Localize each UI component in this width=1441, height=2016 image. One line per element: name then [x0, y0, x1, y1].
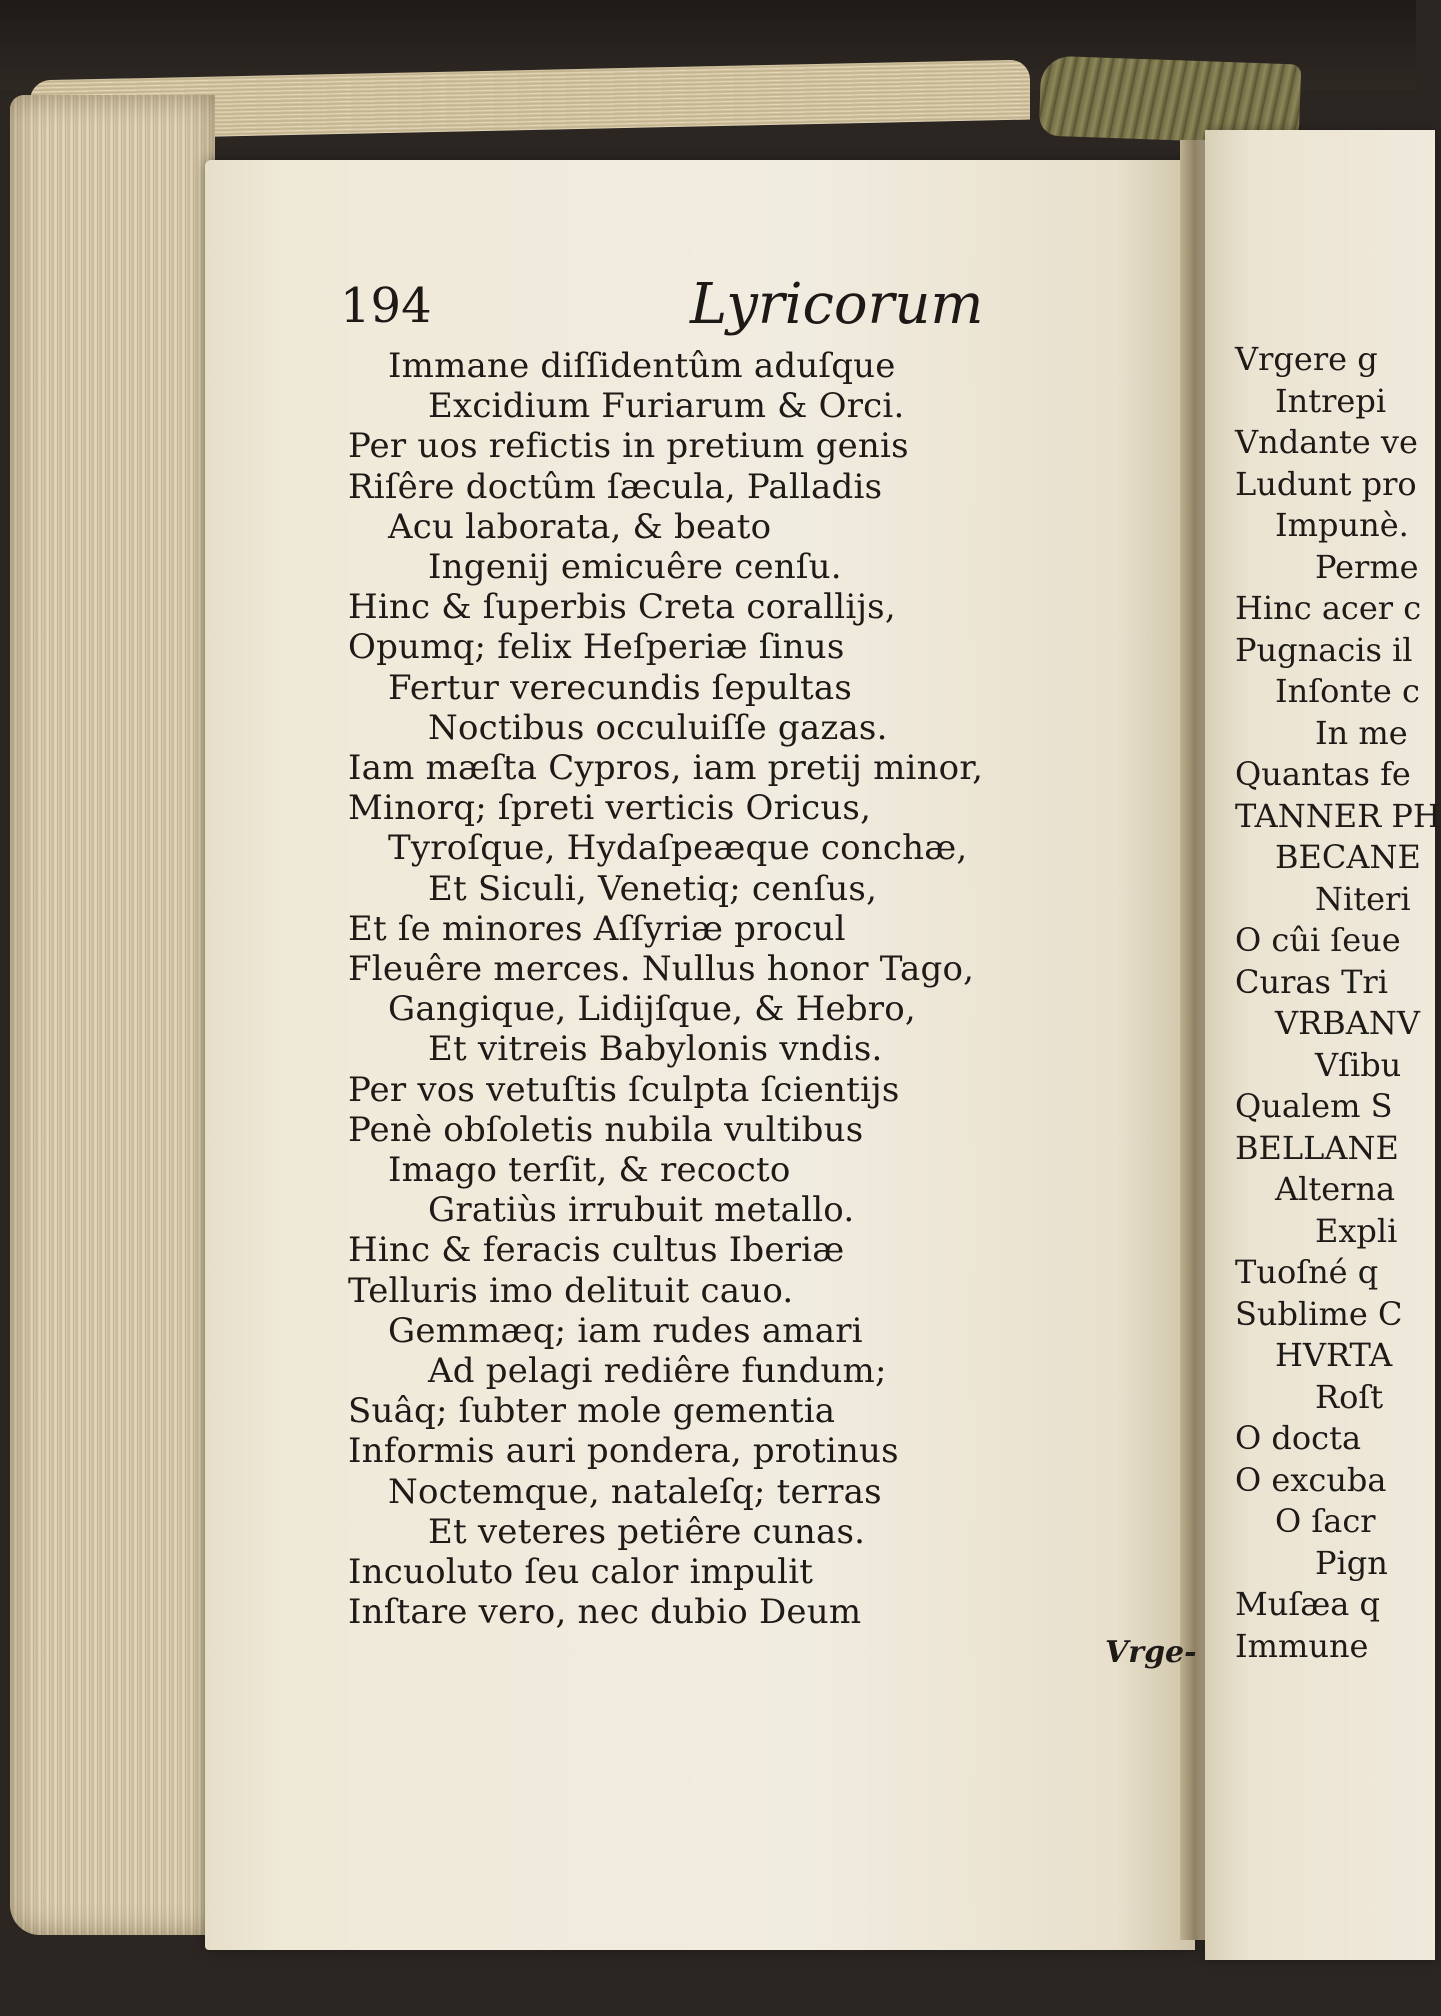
- text-line: Pugnacis il: [1235, 630, 1413, 669]
- text-line: Tyroſque, Hydaſpeæque conchæ,: [388, 828, 968, 869]
- text-line: Niteri: [1315, 879, 1411, 918]
- text-line: Telluris imo delituit cauo.: [348, 1270, 794, 1311]
- text-line: VRBANV: [1275, 1004, 1420, 1042]
- text-line: Qualem S: [1235, 1087, 1393, 1125]
- text-line: Per vos vetuſtis ſculpta ſcientijs: [348, 1069, 900, 1110]
- text-line: O docta: [1235, 1419, 1362, 1457]
- text-line: O cûi ſeue: [1235, 921, 1401, 959]
- text-line: Pign: [1315, 1543, 1388, 1582]
- text-line: Vndante ve: [1235, 423, 1418, 461]
- text-line: Tuoſné q: [1235, 1253, 1379, 1291]
- text-line: Et ſe minores Aſſyriæ procul: [348, 908, 846, 949]
- text-line: Et vitreis Babylonis vndis.: [428, 1029, 883, 1070]
- text-line: Fertur verecundis ſepultas: [388, 667, 852, 708]
- text-line: Gangique, Lidijſque, & Hebro,: [388, 989, 916, 1030]
- text-line: Hinc & ſuperbis Creta corallijs,: [348, 587, 896, 628]
- text-line: Penè obſoletis nubila vultibus: [348, 1109, 864, 1150]
- text-line: Immune: [1235, 1626, 1369, 1665]
- text-line: Et Siculi, Venetiq; cenſus,: [428, 868, 878, 909]
- text-line: Suâq; ſubter mole gementia: [348, 1391, 836, 1432]
- text-line: Imago terſit, & recocto: [388, 1150, 791, 1190]
- text-line: In me: [1315, 713, 1408, 752]
- text-line: Ludunt pro: [1235, 464, 1417, 503]
- text-line: Minorq; ſpreti verticis Oricus,: [348, 788, 872, 829]
- text-line: Hinc acer c: [1235, 589, 1422, 627]
- page-block-left-edge: [10, 95, 215, 1935]
- text-line: O excuba: [1235, 1460, 1387, 1499]
- text-line: Fleuêre merces. Nullus honor Tago,: [348, 949, 975, 989]
- text-line: Gemmæq; iam rudes amari: [388, 1310, 863, 1351]
- text-line: Vrgere g: [1235, 340, 1378, 378]
- text-line: Excidium Furiarum & Orci.: [428, 386, 905, 427]
- text-line: Muſæa q: [1235, 1585, 1381, 1623]
- text-line: Perme: [1315, 547, 1419, 586]
- text-line: Iam mæſta Cypros, iam pretij minor,: [348, 748, 984, 788]
- text-line: Noctemque, nataleſq; terras: [388, 1471, 882, 1512]
- text-line: Per uos refictis in pretium genis: [348, 426, 909, 467]
- text-line: Vſibu: [1315, 1045, 1402, 1084]
- text-line: Gratiùs irrubuit metallo.: [428, 1190, 855, 1231]
- text-line: Quantas fe: [1235, 755, 1411, 793]
- text-line: Noctibus occuluiſſe gazas.: [428, 707, 888, 748]
- text-line: O ſacr: [1275, 1502, 1376, 1540]
- text-line: Riſêre doctûm ſæcula, Palladis: [348, 466, 883, 507]
- text-line: Inſonte c: [1275, 672, 1420, 710]
- text-line: Intrepi: [1275, 381, 1387, 420]
- text-line: Ingenij emicuêre cenſu.: [428, 547, 842, 587]
- text-line: Informis auri pondera, protinus: [348, 1431, 899, 1472]
- text-line: Alterna: [1275, 1170, 1396, 1208]
- text-line: Hinc & feracis cultus Iberiæ: [348, 1230, 845, 1271]
- text-line: Curas Tri: [1235, 962, 1388, 1001]
- text-line: Sublime C: [1235, 1294, 1403, 1333]
- page-number: 194: [340, 278, 432, 334]
- text-line: Expli: [1315, 1211, 1398, 1250]
- text-line: Immane diſſidentûm aduſque: [388, 346, 896, 386]
- text-line: Impunè.: [1275, 506, 1409, 544]
- text-line: Opumq; felix Heſperiæ ſinus: [348, 627, 845, 668]
- text-line: HVRTA: [1275, 1336, 1393, 1374]
- text-line: Inſtare vero, nec dubio Deum: [348, 1592, 862, 1633]
- text-line: BELLANE: [1235, 1128, 1399, 1167]
- text-line: Roſt: [1315, 1377, 1384, 1416]
- text-line: TANNER PH: [1235, 796, 1441, 835]
- text-line: Ad pelagi rediêre fundum;: [428, 1351, 887, 1391]
- text-line: BECANE: [1275, 838, 1421, 876]
- text-line: Acu laborata, & beato: [388, 506, 772, 547]
- text-line: Incuoluto ſeu calor impulit: [348, 1552, 814, 1592]
- running-title: Lyricorum: [690, 272, 984, 337]
- right-page-text-area: [1205, 130, 1441, 1960]
- catchword: Vrge-: [1105, 1635, 1197, 1670]
- text-line: Et veteres petiêre cunas.: [428, 1511, 866, 1552]
